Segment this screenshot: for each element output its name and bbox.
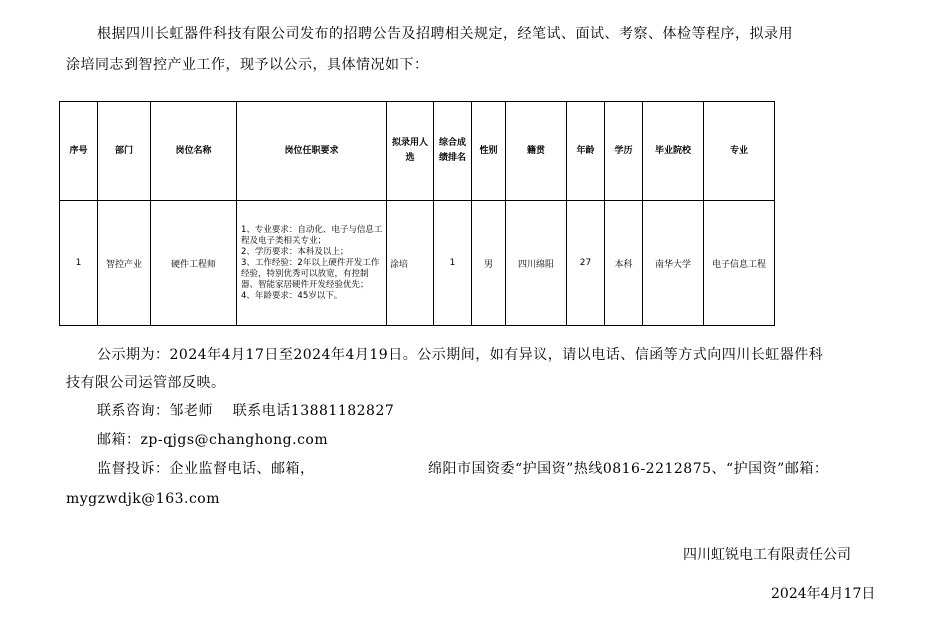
cell-education: 本科 xyxy=(605,201,643,326)
signature-company: 四川虹锐电工有限责任公司 xyxy=(683,547,851,563)
intro-line-2: 涂培同志到智控产业工作，现予以公示，具体情况如下： xyxy=(66,57,429,73)
requirement-item: 4、年龄要求：45岁以下。 xyxy=(241,290,343,301)
cell-rank: 1 xyxy=(434,201,472,326)
col-header: 性别 xyxy=(472,102,506,201)
col-header: 岗位任职要求 xyxy=(237,102,387,201)
col-header: 毕业院校 xyxy=(643,102,704,201)
cell-major: 电子信息工程 xyxy=(704,201,775,326)
col-header: 拟录用人选 xyxy=(387,102,434,201)
requirement-item: 2、学历要求：本科及以上； xyxy=(241,246,349,257)
supervise-email-line: mygzwdjk@163.com xyxy=(66,491,221,507)
notice-period-line-1: 公示期为：2024年4月17日至2024年4月19日。公示期间，如有异议，请以电话、信函等方式向四川长虹器件科 xyxy=(97,347,824,363)
col-header: 岗位名称 xyxy=(151,102,237,201)
table-row xyxy=(60,201,775,326)
intro-line-1: 根据四川长虹器件科技有限公司发布的招聘公告及招聘相关规定，经笔试、面试、考察、体检等程序，拟录用 xyxy=(97,26,793,42)
cell-age: 27 xyxy=(567,201,605,326)
cell-gender: 男 xyxy=(472,201,506,326)
supervise-line: 监督投诉：企业监督电话、邮箱， xyxy=(97,461,315,477)
requirement-item: 3、工作经验：2年以上硬件开发工作经验，特别优秀可以放宽，有控制器、智能家居硬件开发经验优先； xyxy=(241,257,380,290)
email-line: 邮箱：zp-qjgs@changhong.com xyxy=(97,432,329,448)
cell-school: 南华大学 xyxy=(643,201,704,326)
supervise-gov-line: 绵阳市国资委“护国资”热线0816-2212875、“护国资”邮箱： xyxy=(428,461,829,477)
col-header: 年龄 xyxy=(567,102,605,201)
col-header: 部门 xyxy=(98,102,151,201)
cell-candidate: 涂培 xyxy=(387,201,434,326)
col-header: 籍贯 xyxy=(506,102,567,201)
contact-line: 联系咨询：邹老师 联系电话13881182827 xyxy=(97,403,395,419)
cell-no: 1 xyxy=(60,201,98,326)
cell-hometown: 四川绵阳 xyxy=(506,201,567,326)
table-header-row xyxy=(60,102,775,201)
col-header: 序号 xyxy=(60,102,98,201)
cell-dept: 智控产业 xyxy=(98,201,151,326)
notice-period-line-2: 技有限公司运管部反映。 xyxy=(66,375,226,391)
col-header: 专业 xyxy=(704,102,775,201)
col-header: 综合成绩排名 xyxy=(434,102,472,201)
hiring-table xyxy=(59,101,775,326)
col-header: 学历 xyxy=(605,102,643,201)
cell-requirements xyxy=(237,201,387,326)
requirement-item: 1、专业要求：自动化、电子与信息工程及电子类相关专业； xyxy=(241,224,383,246)
cell-position: 硬件工程师 xyxy=(151,201,237,326)
signature-date: 2024年4月17日 xyxy=(771,586,876,602)
